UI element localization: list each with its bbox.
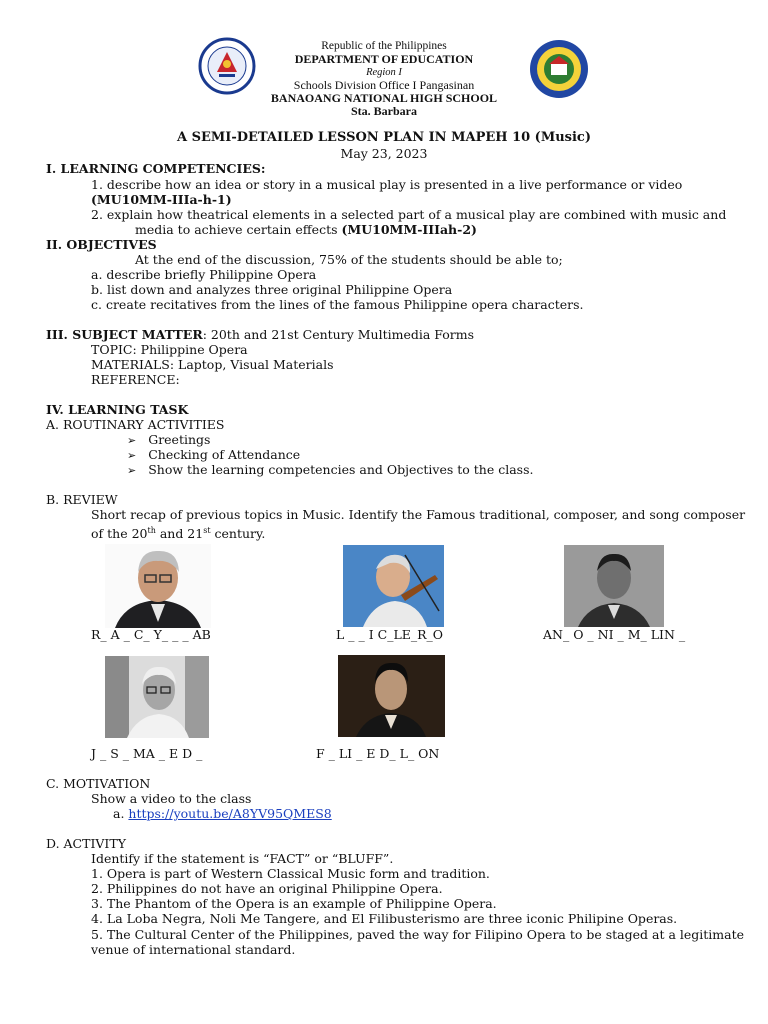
review-sup-th: th <box>147 526 156 535</box>
lesson-title: A SEMI-DETAILED LESSON PLAN IN MAPEH 10 (Music) <box>176 130 591 145</box>
portrait-photo-4 <box>105 656 209 738</box>
portrait-caption-3: AN_ O _ NI _ M_ LIN _ <box>543 627 686 642</box>
header-town: Sta. Barbara <box>351 104 417 118</box>
header-republic: Republic of the Philippines <box>321 40 447 52</box>
portrait-caption-2: L _ _ I C_LE_R_O <box>336 627 444 642</box>
section-objectives-heading: II. OBJECTIVES <box>46 237 157 252</box>
subject-materials: MATERIALS: Laptop, Visual Materials <box>91 357 334 372</box>
activity-intro: Identify if the statement is “FACT” or “BLUFF”. <box>91 851 394 866</box>
competency-1: 1. describe how an idea or story in a musical play is presented in a live performance or video <box>91 177 683 192</box>
portrait-photo-5 <box>338 655 445 737</box>
header-division: Schools Division Office I Pangasinan <box>293 78 475 92</box>
routine-item: Greetings <box>148 432 211 447</box>
header-region: Region I <box>366 67 402 78</box>
subject-matter: : 20th and 21st Century Multimedia Forms <box>202 327 475 342</box>
subject-topic: TOPIC: Philippine Opera <box>91 342 248 357</box>
lesson-date: May 23, 2023 <box>340 146 428 161</box>
routine-item: Show the learning competencies and Objectives to the class. <box>148 462 534 477</box>
portrait-caption-5: F _ LI _ E D_ L_ ON <box>316 746 440 761</box>
bullet-icon: ➢ <box>127 434 137 447</box>
review-text-line2b: and 21 <box>155 526 204 542</box>
activity-item-5-cont: venue of international standard. <box>91 942 296 957</box>
activity-item-4: 4. La Loba Negra, Noli Me Tangere, and El Filibusterismo are three iconic Philipine Operas. <box>91 911 678 926</box>
bullet-icon: ➢ <box>127 464 137 477</box>
routine-item: Checking of Attendance <box>148 447 301 462</box>
bullet-icon: ➢ <box>127 449 137 462</box>
competency-2-cont: media to achieve certain effects <box>135 222 338 237</box>
motivation-link-prefix: a. <box>113 806 125 821</box>
review-heading: B. REVIEW <box>46 492 118 507</box>
review-text-line2: of the 20 <box>91 526 148 542</box>
activity-heading: D. ACTIVITY <box>46 836 126 851</box>
review-text-line2c: century. <box>210 526 266 542</box>
section-competencies-heading: I. LEARNING COMPETENCIES: <box>46 161 266 176</box>
portrait-photo-2 <box>343 545 444 627</box>
portrait-caption-1: R_ A _ C_ Y_ _ _ AB <box>91 627 211 642</box>
portrait-photo-1 <box>105 544 211 628</box>
routinary-heading: A. ROUTINARY ACTIVITIES <box>46 417 225 432</box>
portrait-photo-3 <box>564 545 664 627</box>
header-department: DEPARTMENT OF EDUCATION <box>294 52 474 66</box>
objective-c: c. create recitatives from the lines of the famous Philippine opera characters. <box>91 297 584 312</box>
section-learning-task-heading: IV. LEARNING TASK <box>46 402 189 417</box>
activity-item-2: 2. Philippines do not have an original Philippine Opera. <box>91 881 443 896</box>
portrait-caption-4: J _ S _ MA _ E D _ <box>91 746 203 761</box>
youtube-video-link[interactable]: https://youtu.be/A8YV95QMES8 <box>128 806 332 821</box>
review-text-line1: Short recap of previous topics in Music. Identify the Famous traditional, composer, and song composer <box>91 507 746 522</box>
motivation-text: Show a video to the class <box>91 791 252 806</box>
competency-1-code: (MU10MM-IIIa-h-1) <box>91 192 232 207</box>
activity-item-5: 5. The Cultural Center of the Philippines, paved the way for Filipino Opera to be staged at a legitimate <box>91 927 745 942</box>
competency-2-code: (MU10MM-IIIah-2) <box>341 222 477 237</box>
competency-2: 2. explain how theatrical elements in a selected part of a musical play are combined with music and <box>91 207 727 222</box>
objective-b: b. list down and analyzes three original Philippine Opera <box>91 282 453 297</box>
motivation-heading: C. MOTIVATION <box>46 776 151 791</box>
activity-item-1: 1. Opera is part of Western Classical Music form and tradition. <box>91 866 490 881</box>
section-subject-heading: III. SUBJECT MATTER <box>46 327 203 342</box>
objectives-intro: At the end of the discussion, 75% of the students should be able to; <box>135 252 563 267</box>
activity-item-3: 3. The Phantom of the Opera is an example of Philippine Opera. <box>91 896 497 911</box>
subject-reference: REFERENCE: <box>91 372 180 387</box>
header-school: BANAOANG NATIONAL HIGH SCHOOL <box>270 91 498 105</box>
review-sup-st: st <box>203 526 211 535</box>
objective-a: a. describe briefly Philippine Opera <box>91 267 317 282</box>
school-seal-logo <box>528 39 590 99</box>
